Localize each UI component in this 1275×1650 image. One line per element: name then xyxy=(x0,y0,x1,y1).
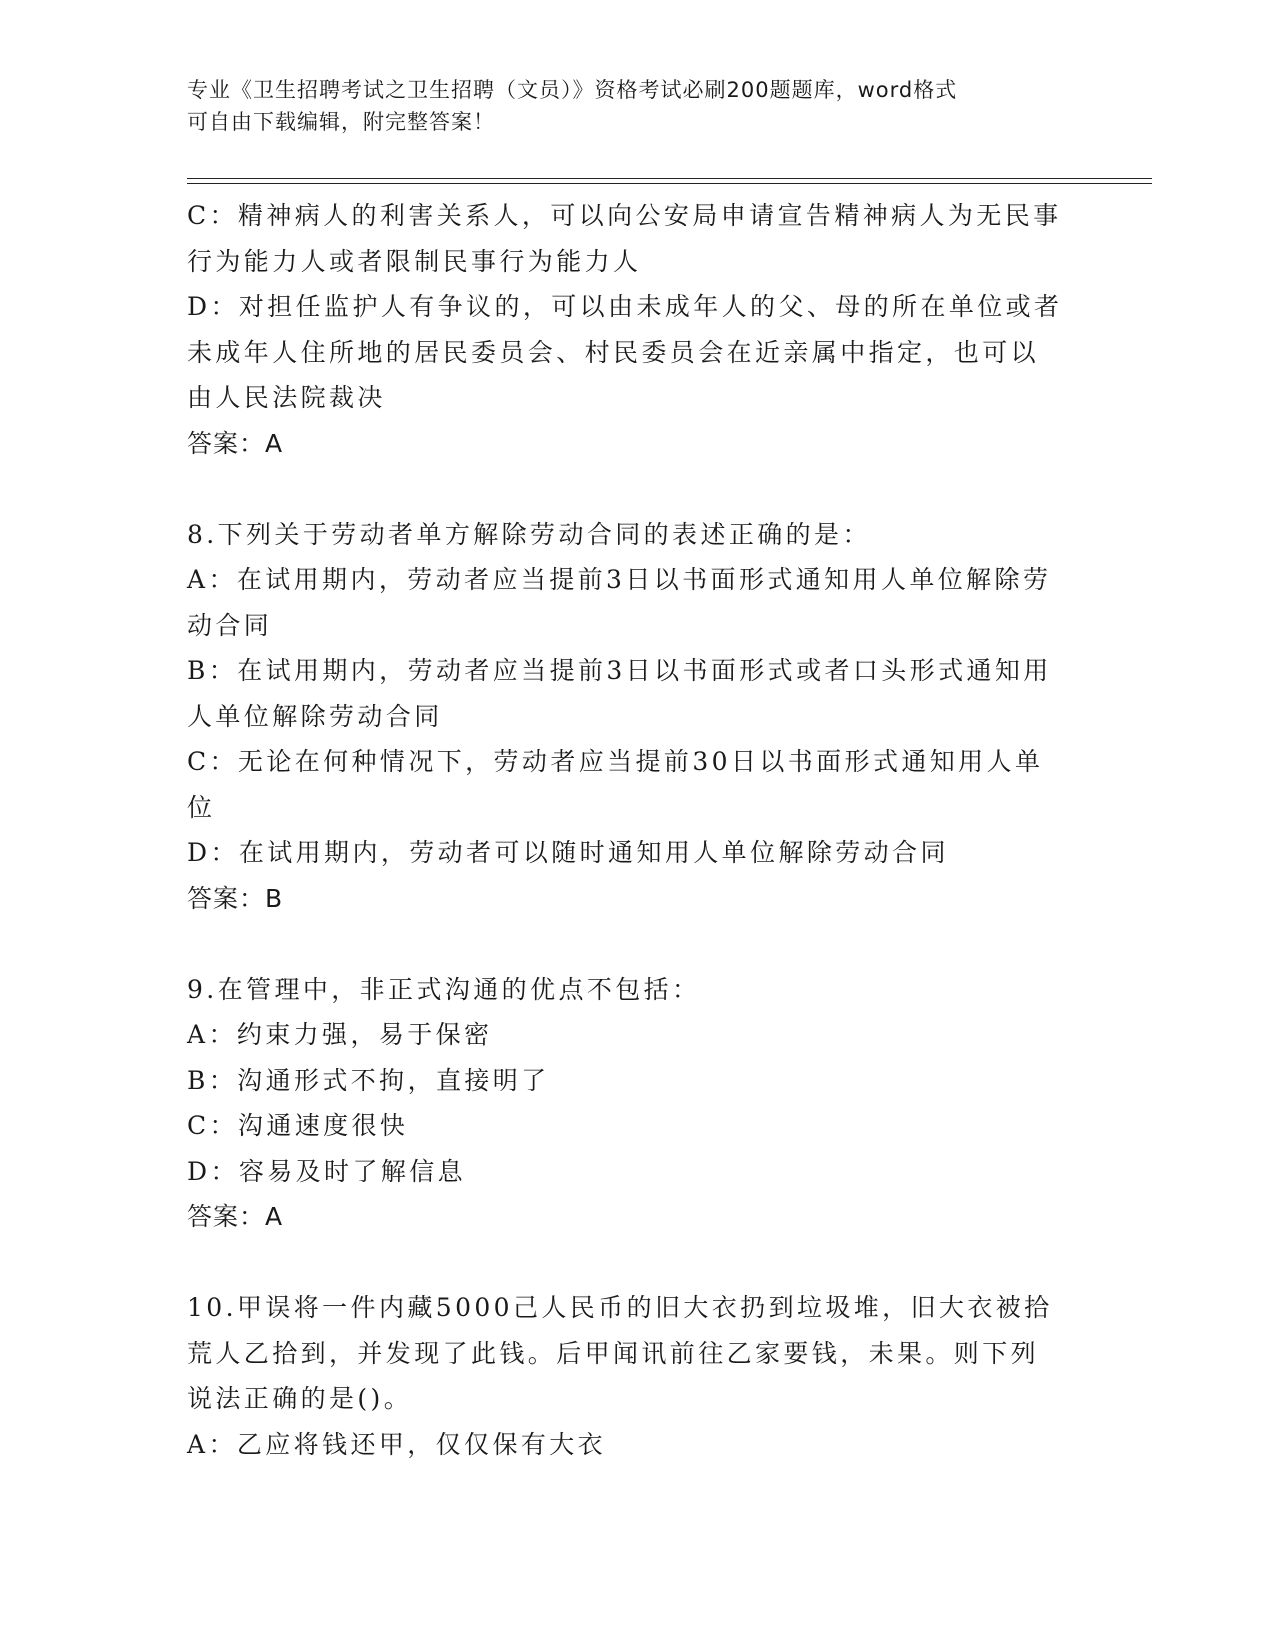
q8-answer: 答案：B xyxy=(187,883,284,913)
header-divider-bottom xyxy=(187,183,1152,184)
q9-option-b: B：沟通形式不拘，直接明了 xyxy=(187,1065,550,1095)
q8-question: 8.下列关于劳动者单方解除劳动合同的表述正确的是： xyxy=(187,519,871,549)
q10-question-line-3: 说法正确的是()。 xyxy=(187,1384,413,1413)
q7-option-c-line-2: 行为能力人或者限制民事行为能力人 xyxy=(187,246,642,276)
q8-option-a-line-1: A：在试用期内，劳动者应当提前3日以书面形式通知用人单位解除劳 xyxy=(187,565,1052,594)
q7-answer: 答案：A xyxy=(187,428,284,458)
q8-option-d-line-1: D：在试用期内，劳动者可以随时通知用人单位解除劳动合同 xyxy=(187,838,949,867)
q10-option-a: A：乙应将钱还甲，仅仅保有大衣 xyxy=(187,1429,607,1459)
q9-option-a: A：约束力强，易于保密 xyxy=(187,1020,493,1049)
header-title-line-1: 专业《卫生招聘考试之卫生招聘（文员）》资格考试必刷200题题库，word格式 xyxy=(187,78,958,102)
header-divider-top xyxy=(187,178,1152,179)
q8-option-c-line-2: 位 xyxy=(187,792,216,822)
q8-option-c-line-1: C：无论在何种情况下，劳动者应当提前30日以书面形式通知用人单 xyxy=(187,747,1044,776)
q8-option-a-line-2: 动合同 xyxy=(187,610,273,640)
page-header xyxy=(187,74,1067,138)
q9-option-d: D：容易及时了解信息 xyxy=(187,1156,467,1186)
q9-question: 9.在管理中，非正式沟通的优点不包括： xyxy=(187,974,701,1004)
q10-question-line-2: 荒人乙拾到，并发现了此钱。后甲闻讯前往乙家要钱，未果。则下列 xyxy=(187,1338,1040,1368)
q9-answer: 答案：A xyxy=(187,1202,284,1231)
header-title-line-2: 可自由下载编辑，附完整答案！ xyxy=(187,110,495,134)
spacer xyxy=(187,921,1077,967)
q7-option-d-line-3: 由人民法院裁决 xyxy=(187,383,386,412)
q7-option-d-line-1: D：对担任监护人有争议的，可以由未成年人的父、母的所在单位或者 xyxy=(187,292,1063,321)
q10-question-line-1: 10.甲误将一件内藏5000己人民币的旧大衣扔到垃圾堆，旧大衣被拾 xyxy=(187,1293,1053,1322)
q8-option-b-line-2: 人单位解除劳动合同 xyxy=(187,701,443,731)
q7-option-c-line-1: C：精神病人的利害关系人，可以向公安局申请宣告精神病人为无民事 xyxy=(187,201,1062,230)
q7-option-d-line-2: 未成年人住所地的居民委员会、村民委员会在近亲属中指定，也可以 xyxy=(187,337,1040,367)
spacer xyxy=(187,1240,1077,1286)
spacer xyxy=(187,466,1077,512)
q9-option-c: C：沟通速度很快 xyxy=(187,1111,409,1140)
question-content xyxy=(187,193,1077,1467)
q8-option-b-line-1: B：在试用期内，劳动者应当提前3日以书面形式或者口头形式通知用 xyxy=(187,656,1052,685)
